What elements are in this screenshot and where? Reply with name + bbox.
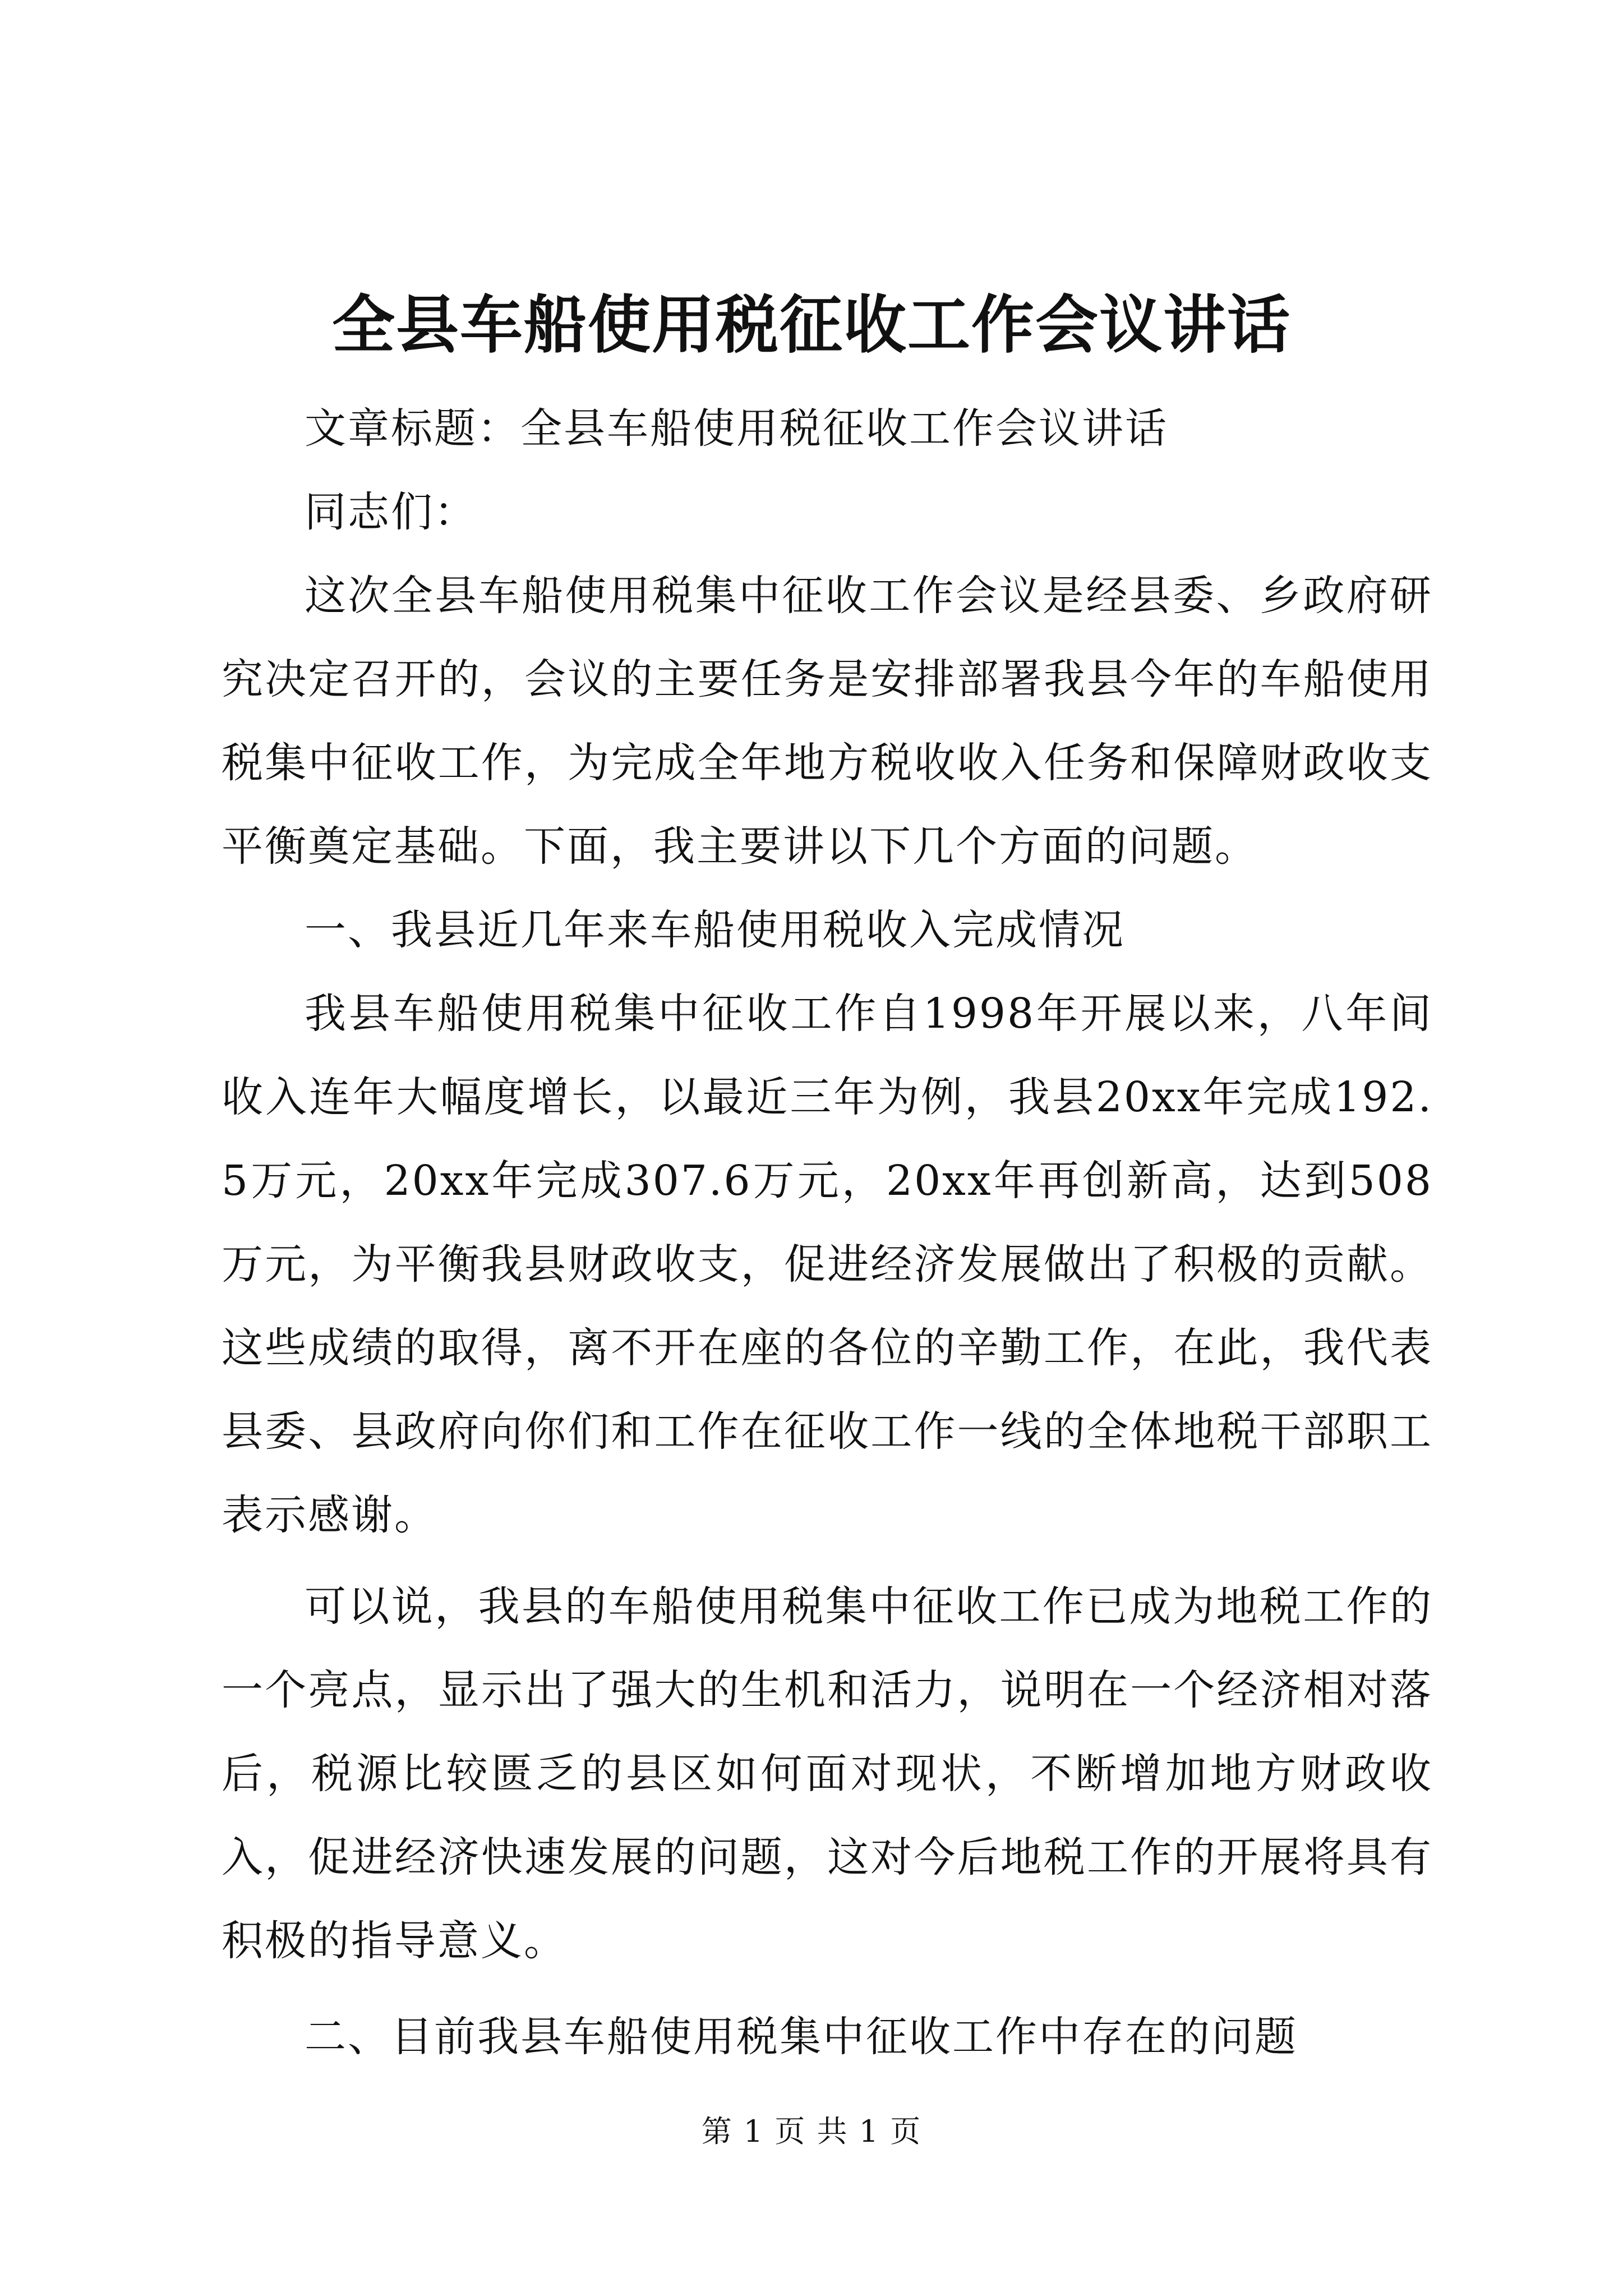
section-heading-2: 二、目前我县车船使用税集中征收工作中存在的问题 [305, 2013, 1298, 2061]
paragraph-intro: 这次全县车船使用税集中征收工作会议是经县委、乡政府研究决定召开的，会议的主要任务是安排部署我县今年的车船使用税集中征收工作，为完成全年地方税收收入任务和保障财政收支平衡奠定基础。下面，我主要讲以下几个方面的问题。 [222, 572, 1433, 871]
paragraph-revenue: 我县车船使用税集中征收工作自1998年开展以来，八年间收入连年大幅度增长，以最近三年为例，我县20xx年完成192.5万元，20xx年完成307.6万元，20xx年再创新高，达到508万元，为平衡我县财政收支，促进经济发展做出了积极的贡献。这些成绩的取得，离不开在座的各位的辛勤工作，在此，我代表县委、县政府向你们和工作在征收工作一线的全体地税干部职工表示感谢。 [222, 990, 1433, 1539]
section-heading-1: 一、我县近几年来车船使用税收入完成情况 [305, 906, 1125, 954]
salutation: 同志们： [305, 488, 477, 536]
document-body [222, 387, 1433, 2079]
paragraph-significance: 可以说，我县的车船使用税集中征收工作已成为地税工作的一个亮点，显示出了强大的生机和活力，说明在一个经济相对落后，税源比较匮乏的县区如何面对现状，不断增加地方财政收入，促进经济快速发展的问题，这对今后地税工作的开展将具有积极的指导意义。 [222, 1582, 1433, 1965]
document-title: 全县车船使用税征收工作会议讲话 [332, 288, 1291, 362]
article-title-line: 文章标题：全县车船使用税征收工作会议讲话 [305, 404, 1168, 453]
page-footer: 第 1 页 共 1 页 [701, 2114, 922, 2149]
